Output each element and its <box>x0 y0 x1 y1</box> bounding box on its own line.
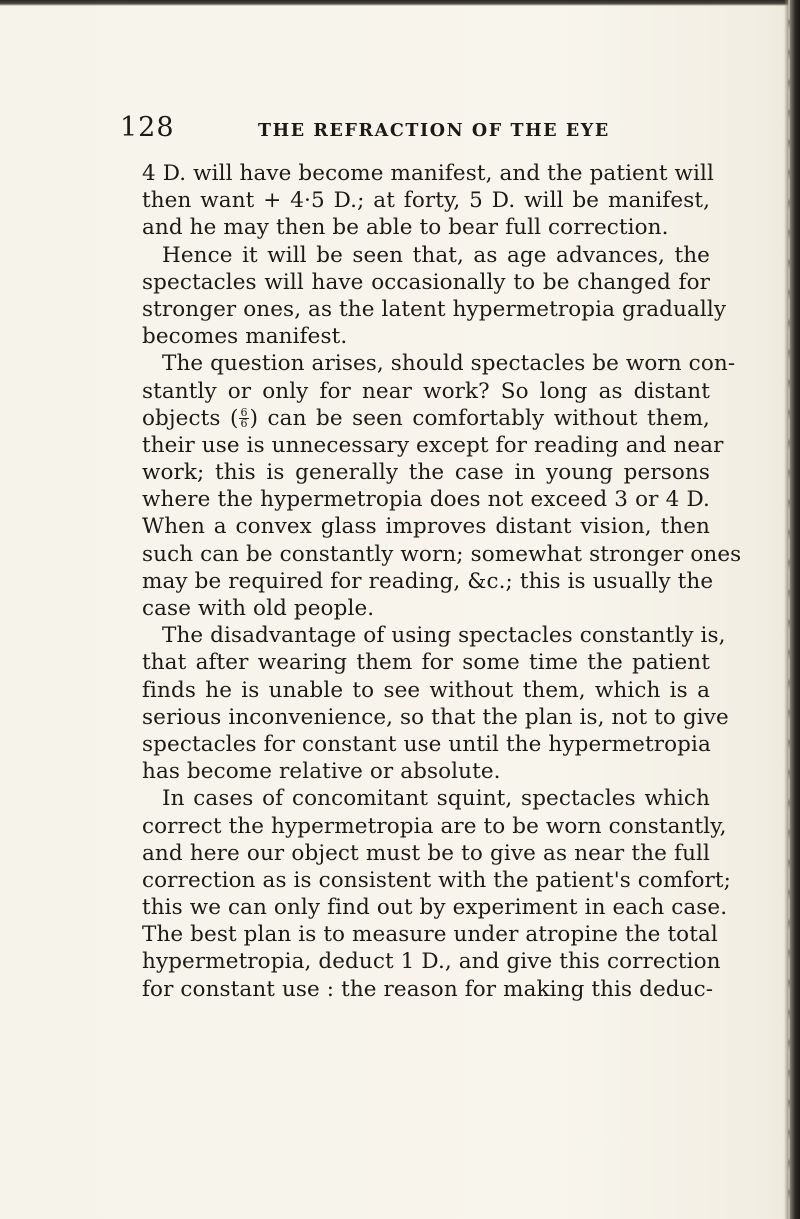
text-line: may be required for reading, &c.; this is usually the <box>142 568 714 594</box>
text-line: correct the hypermetropia are to be worn constantly, <box>142 813 727 839</box>
paragraph-start: In cases of concomitant squint, spectacles which <box>162 786 710 812</box>
text-line: hypermetropia, deduct 1 D., and give this correction <box>142 949 721 975</box>
text-line: becomes manifest. <box>142 324 348 350</box>
text-line: The best plan is to measure under atropine the total <box>142 922 718 948</box>
text-line: finds he is unable to see without them, which is a <box>142 677 710 703</box>
scan-top-edge <box>0 0 800 6</box>
fraction <box>239 408 248 429</box>
text-line: spectacles for constant use until the hypermetropia <box>142 731 711 757</box>
text-line: correction as is consistent with the patient's comfort; <box>142 867 732 893</box>
page-header <box>120 112 700 148</box>
text-line: case with old people. <box>142 596 375 621</box>
text-line: work; this is generally the case in young persons <box>142 460 710 486</box>
text-line: that after wearing them for some time the patient <box>142 650 710 676</box>
fraction-numerator: 6 <box>240 406 248 420</box>
text-line: such can be constantly worn; somewhat stronger ones <box>142 541 742 567</box>
paragraph-start: The disadvantage of using spectacles constantly is, <box>162 623 726 649</box>
text-line: this we can only find out by experiment in each case. <box>142 895 728 921</box>
text-line: stronger ones, as the latent hypermetropia gradually <box>142 296 727 322</box>
body-text <box>142 160 742 1003</box>
text-line: When a convex glass improves distant vision, then <box>142 514 710 540</box>
text-line: 4 D. will have become manifest, and the patient will <box>142 161 714 186</box>
text-line: for constant use : the reason for making this deduc- <box>142 976 714 1002</box>
text-line-with-fraction <box>142 405 710 432</box>
page-number: 128 <box>120 112 175 143</box>
text-line: serious inconvenience, so that the plan is, not to give <box>142 704 729 730</box>
fraction-denominator: 6 <box>240 417 248 431</box>
text-line: has become relative or absolute. <box>142 759 501 785</box>
text-line: and here our object must be to give as near the full <box>142 840 710 866</box>
text-segment: ) can be seen comfortably without them, <box>249 405 710 431</box>
paragraph-start: Hence it will be seen that, as age advances, the <box>162 242 710 268</box>
running-head: THE REFRACTION OF THE EYE <box>258 121 610 141</box>
text-line: and he may then be able to bear full correction. <box>142 215 669 241</box>
text-line: then want + 4·5 D.; at forty, 5 D. will be manifest, <box>142 188 710 214</box>
text-line: stantly or only for near work? So long as distant <box>142 378 710 404</box>
text-line: their use is unnecessary except for reading and near <box>142 432 724 458</box>
paragraph-start: The question arises, should spectacles be worn con- <box>162 351 736 377</box>
book-binding-edge <box>784 0 800 1219</box>
text-line: spectacles will have occasionally to be changed for <box>142 269 710 295</box>
text-line: where the hypermetropia does not exceed 3 or 4 D. <box>142 487 710 513</box>
text-segment: objects ( <box>142 405 239 431</box>
